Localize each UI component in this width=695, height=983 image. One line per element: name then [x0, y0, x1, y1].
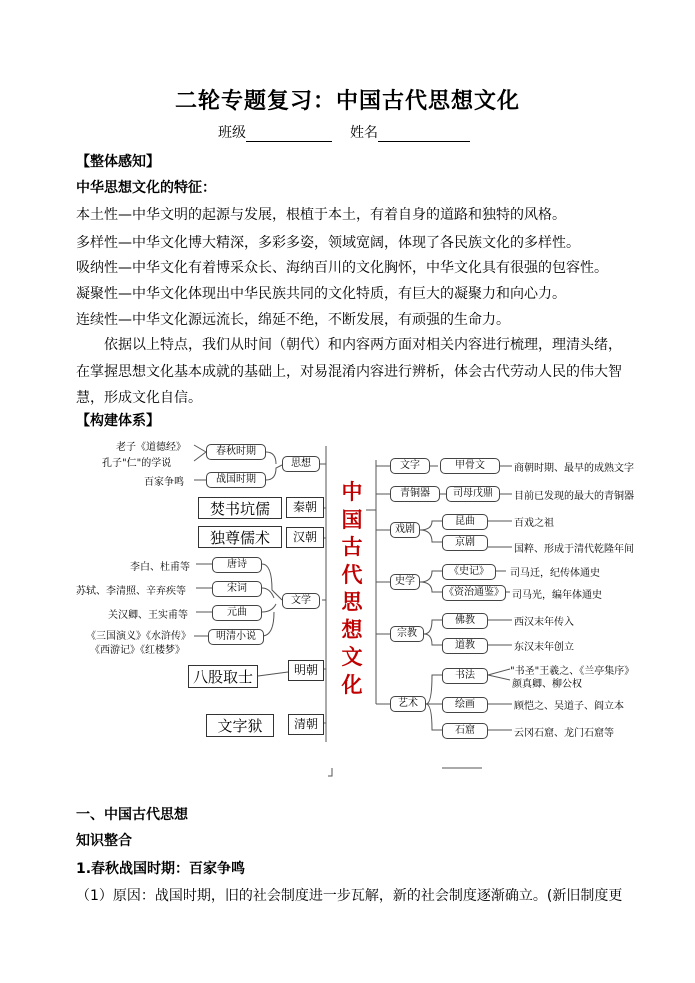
item-note: 颜真卿、柳公权 [512, 679, 582, 690]
item-note: 顾恺之、吴道子、阎立本 [514, 701, 624, 712]
branch-box: 戏剧 [390, 522, 420, 538]
branch-box: 宗教 [390, 626, 424, 642]
branch-box: 文字 [390, 458, 430, 474]
item-note: 目前已发现的最大的青铜器 [514, 491, 634, 502]
item-note: 商朝时期、最早的成熟文字 [514, 463, 634, 474]
thought-note: 孔子"仁"的学说 [102, 458, 172, 469]
feature-4: 凝聚性—中华文化体现出中华民族共同的文化特质，有巨大的凝聚力和向心力。 [76, 286, 566, 302]
item-note: 司马迁，纪传体通史 [510, 568, 600, 579]
item-note: "书圣"王羲之、《兰亭集序》 [510, 666, 635, 677]
item-box: 道教 [442, 638, 488, 654]
name-label: 姓名 [350, 125, 378, 141]
center-char: 国 [341, 506, 363, 532]
period-box: 战国时期 [206, 472, 266, 488]
lit-author: 李白、杜甫等 [130, 562, 190, 573]
page-title: 二轮专题复习：中国古代思想文化 [174, 88, 520, 114]
han-dynasty-box: 汉朝 [286, 527, 324, 548]
item-box: 京剧 [442, 535, 488, 551]
center-char: 文 [341, 644, 363, 669]
lit-author: 《三国演义》《水浒传》 [86, 631, 191, 642]
lit-form-box: 明清小说 [208, 629, 264, 645]
center-char: 中 [341, 479, 363, 504]
branch-box: 艺术 [390, 696, 426, 712]
item-note: 云冈石窟、龙门石窟等 [514, 728, 614, 739]
item-note: 西汉末年传入 [514, 617, 574, 628]
item-box: 甲骨文 [440, 458, 500, 474]
qin-event-box: 焚书坑儒 [198, 497, 282, 519]
overall-heading: 【整体感知】 [76, 154, 160, 170]
feature-2: 多样性—中华文化博大精深，多彩多姿，领域宽阔，体现了各民族文化的多样性。 [76, 235, 580, 251]
qin-dynasty-box: 秦朝 [286, 497, 324, 518]
center-char: 想 [341, 616, 363, 642]
item-note: 东汉末年创立 [514, 642, 574, 653]
thought-box: 思想 [282, 456, 320, 472]
item-box: 绘画 [442, 697, 488, 713]
lit-form-box: 唐诗 [212, 557, 262, 573]
item-box: 《资治通鉴》 [442, 585, 506, 601]
lit-author: 苏轼、李清照、辛弃疾等 [76, 586, 186, 597]
qing-event-box: 文字狱 [206, 714, 274, 737]
class-label: 班级 [218, 125, 246, 141]
feature-5: 连续性—中华文化源远流长，绵延不绝，不断发展，有顽强的生命力。 [76, 312, 510, 328]
paragraph-line-2: 在掌握思想文化基本成就的基础上，对易混淆内容进行辨析，体会古代劳动人民的伟大智 [76, 364, 622, 380]
knowledge-heading: 知识整合 [76, 833, 132, 849]
build-heading: 【构建体系】 [76, 413, 160, 429]
feature-3: 吸纳性—中华文化有着博采众长、海纳百川的文化胸怀，中华文化具有很强的包容性。 [76, 260, 608, 276]
thought-note: 百家争鸣 [144, 477, 184, 488]
lit-form-box: 元曲 [212, 605, 262, 621]
center-char: 化 [341, 671, 363, 697]
paragraph-line-1: 依据以上特点，我们从时间（朝代）和内容两方面对相关内容进行梳理，理清头绪， [104, 337, 622, 353]
center-char: 思 [341, 589, 363, 614]
paragraph-line-3: 慧，形成文化自信。 [76, 390, 202, 406]
item-note: 百戏之祖 [514, 518, 554, 529]
qing-dynasty-box: 清朝 [288, 714, 324, 735]
ming-event-box: 八股取士 [188, 665, 258, 688]
thought-note: 老子《道德经》 [116, 442, 186, 453]
item-box: 《史记》 [442, 564, 496, 580]
period-box: 春秋时期 [206, 444, 266, 460]
lit-author: 《西游记》《红楼梦》 [90, 645, 185, 656]
item-note: 司马光，编年体通史 [512, 590, 602, 601]
features-heading: 中华思想文化的特征： [76, 180, 216, 196]
feature-1: 本土性—中华文明的起源与发展，根植于本土，有着自身的道路和独特的风格。 [76, 207, 566, 223]
lit-author: 关汉卿、王实甫等 [108, 610, 188, 621]
item-box: 司母戊鼎 [446, 486, 500, 502]
han-event-box: 独尊儒术 [198, 526, 282, 548]
item-box: 书法 [442, 668, 488, 684]
item-box: 昆曲 [442, 514, 488, 530]
ming-dynasty-box: 明朝 [288, 660, 324, 681]
item-box: 佛教 [442, 613, 488, 629]
center-char: 代 [341, 561, 363, 587]
item-box: 石窟 [442, 723, 488, 739]
branch-box: 青铜器 [390, 486, 440, 502]
item-note: 国粹、形成于清代乾隆年间 [514, 544, 634, 555]
branch-box: 史学 [390, 574, 420, 590]
subsection-heading: 1.春秋战国时期：百家争鸣 [76, 861, 246, 877]
section-heading: 一、中国古代思想 [76, 807, 188, 823]
literature-box: 文学 [282, 593, 320, 609]
item-paragraph: （1）原因：战国时期，旧的社会制度进一步瓦解，新的社会制度逐渐确立。(新旧制度更 [76, 888, 623, 904]
lit-form-box: 宋词 [212, 581, 262, 597]
diagram-center-title [338, 478, 366, 698]
center-char: 古 [341, 534, 363, 559]
